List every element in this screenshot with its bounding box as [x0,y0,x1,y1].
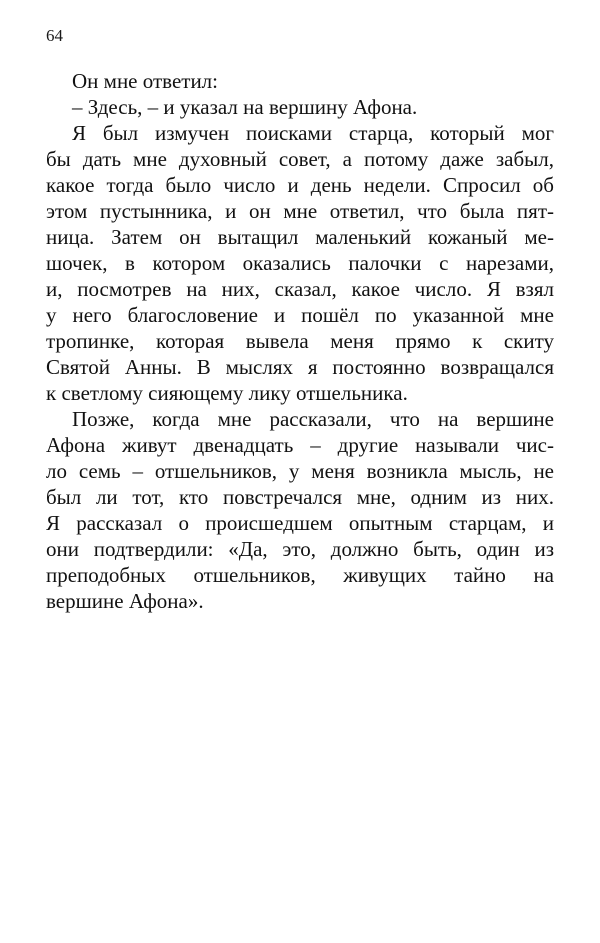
text-line: у него благословение и пошёл по указанной мне [46,303,554,327]
text-line: Я рассказал о происшедшем опытным старцам, и [46,511,554,535]
text-line: Я был измучен поисками старца, который мог [72,121,554,145]
text-line: какое тогда было число и день недели. Спросил об [46,173,554,197]
text-line: был ли тот, кто повстречался мне, одним из них. [46,485,554,509]
text-line: – Здесь, – и указал на вершину Афона. [72,95,418,119]
text-line: к светлому сияющему лику отшельника. [46,381,408,405]
text-line: вершине Афона». [46,589,204,613]
text-line: ница. Затем он вытащил маленький кожаный ме- [46,225,554,249]
text-line: Позже, когда мне рассказали, что на вершине [72,407,554,431]
body-text [46,68,554,614]
text-line: ло семь – отшельников, у меня возникла мысль, не [46,459,554,483]
text-line: они подтвердили: «Да, это, должно быть, один из [46,537,554,561]
text-line: Святой Анны. В мыслях я постоянно возвращался [46,355,554,379]
text-line: этом пустынника, и он мне ответил, что была пят- [46,199,554,223]
page-number: 64 [46,26,63,45]
text-line: Афона живут двенадцать – другие называли чис- [46,433,554,457]
text-line: бы дать мне духовный совет, а потому даже забыл, [46,147,554,171]
text-line: и, посмотрев на них, сказал, какое число. Я взял [46,277,554,301]
text-line: шочек, в котором оказались палочки с нарезами, [46,251,554,275]
text-line: Он мне ответил: [72,69,218,93]
text-line: тропинке, которая вывела меня прямо к скиту [46,329,554,353]
text-line: преподобных отшельников, живущих тайно на [46,563,554,587]
